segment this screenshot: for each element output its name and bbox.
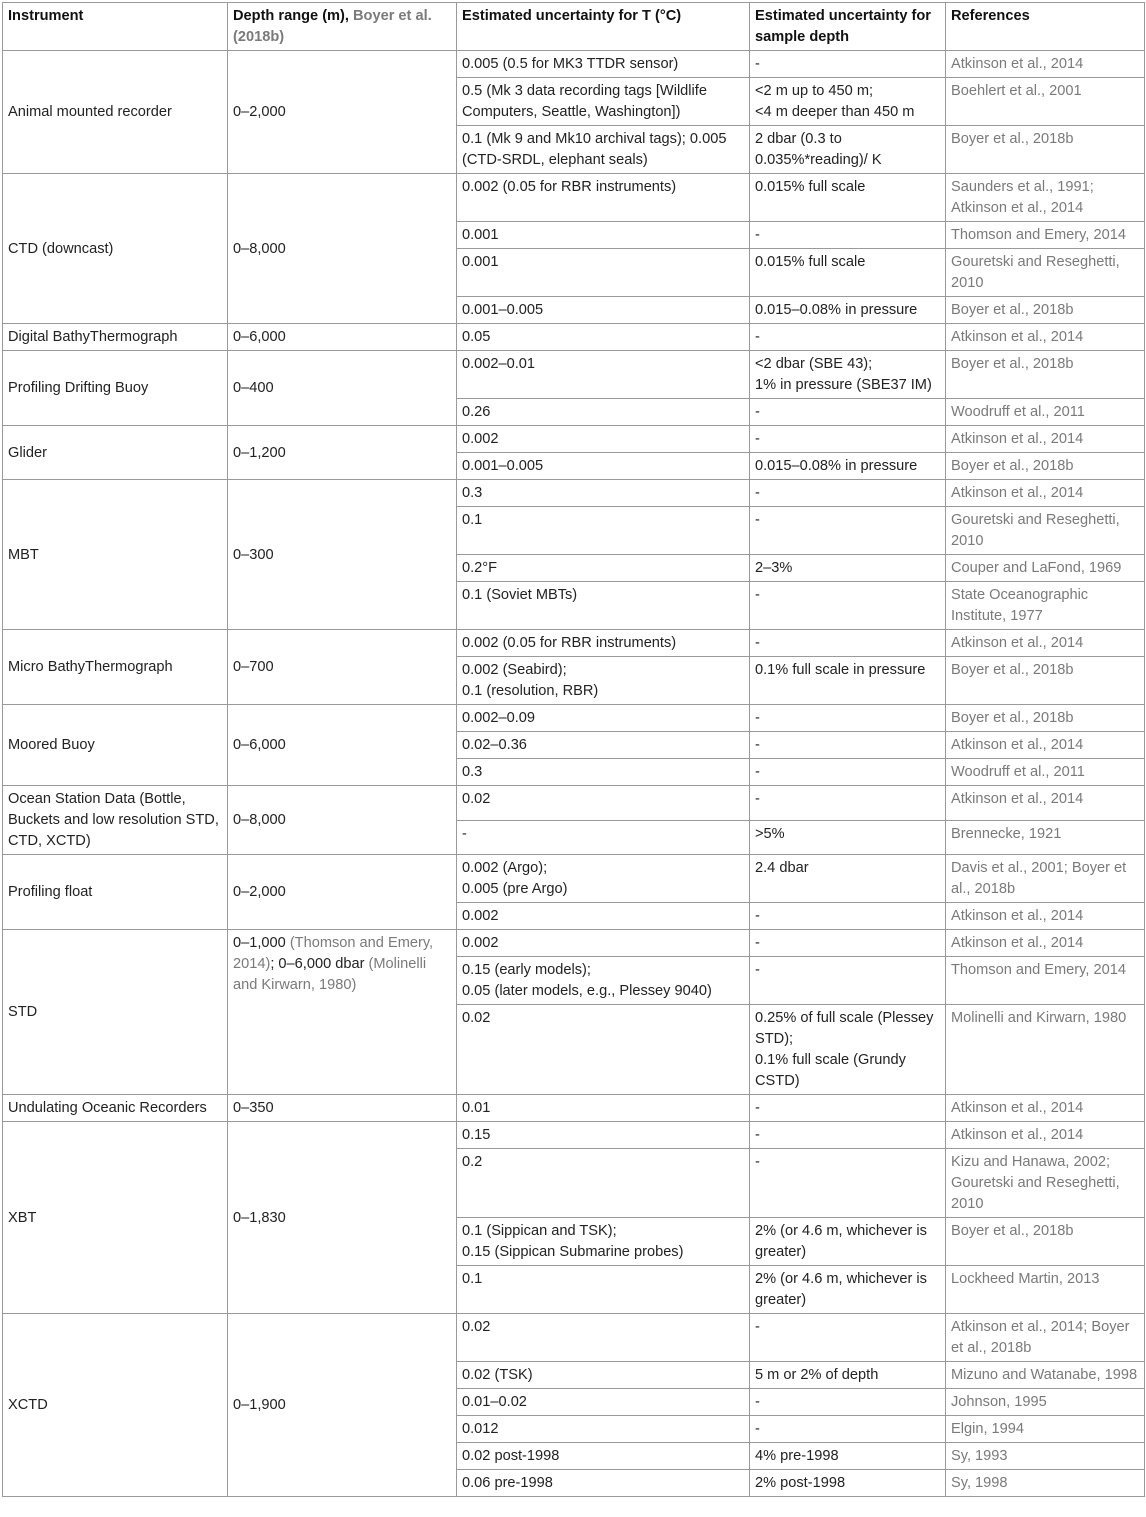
reference-link[interactable]: Atkinson et al., 2014 <box>946 732 1145 759</box>
t-uncertainty-cell: 0.02–0.36 <box>457 732 750 759</box>
depth-range-cell: 0–1,000 (Thomson and Emery, 2014); 0–6,000 dbar (Molinelli and Kirwarn, 1980) <box>228 930 457 1095</box>
depth-uncertainty-cell: - <box>750 1149 946 1218</box>
t-uncertainty-cell: 0.15 <box>457 1122 750 1149</box>
t-uncertainty-cell: 0.02 <box>457 786 750 821</box>
header-references: References <box>946 3 1145 51</box>
t-uncertainty-cell: 0.2 <box>457 1149 750 1218</box>
reference-link[interactable]: Atkinson et al., 2014 <box>946 630 1145 657</box>
depth-uncertainty-cell: 2% (or 4.6 m, whichever is greater) <box>750 1266 946 1314</box>
depth-range-cell: 0–2,000 <box>228 51 457 174</box>
reference-link[interactable]: Gouretski and Reseghetti, 2010 <box>946 507 1145 555</box>
depth-range-cell: 0–6,000 <box>228 324 457 351</box>
depth-uncertainty-cell: 0.25% of full scale (Plessey STD); 0.1% full scale (Grundy CSTD) <box>750 1005 946 1095</box>
depth-uncertainty-cell: - <box>750 1095 946 1122</box>
reference-link[interactable]: Atkinson et al., 2014 <box>946 786 1145 821</box>
depth-uncertainty-cell: 2% (or 4.6 m, whichever is greater) <box>750 1218 946 1266</box>
instrument-cell: XBT <box>3 1122 228 1314</box>
t-uncertainty-cell: 0.01–0.02 <box>457 1389 750 1416</box>
table-row <box>3 786 1145 821</box>
t-uncertainty-cell: 0.5 (Mk 3 data recording tags [Wildlife Computers, Seattle, Washington]) <box>457 78 750 126</box>
reference-link[interactable]: State Oceanographic Institute, 1977 <box>946 582 1145 630</box>
t-uncertainty-cell: 0.15 (early models); 0.05 (later models, e.g., Plessey 9040) <box>457 957 750 1005</box>
depth-uncertainty-cell: 0.015–0.08% in pressure <box>750 453 946 480</box>
depth-uncertainty-cell: - <box>750 705 946 732</box>
depth-reference-link[interactable]: (Molinelli and Kirwarn, 1980) <box>233 956 427 993</box>
depth-uncertainty-cell: - <box>750 480 946 507</box>
depth-range-cell: 0–2,000 <box>228 855 457 930</box>
reference-link[interactable]: Johnson, 1995 <box>946 1389 1145 1416</box>
depth-uncertainty-cell: 0.1% full scale in pressure <box>750 657 946 705</box>
instrument-cell: Animal mounted recorder <box>3 51 228 174</box>
t-uncertainty-cell: 0.002 (Seabird); 0.1 (resolution, RBR) <box>457 657 750 705</box>
t-uncertainty-cell: 0.002 (0.05 for RBR instruments) <box>457 174 750 222</box>
depth-range-cell: 0–6,000 <box>228 705 457 786</box>
t-uncertainty-cell: 0.1 (Soviet MBTs) <box>457 582 750 630</box>
depth-reference-link[interactable]: (Thomson and Emery, 2014) <box>233 935 434 972</box>
t-uncertainty-cell: 0.012 <box>457 1416 750 1443</box>
instrument-cell: STD <box>3 930 228 1095</box>
t-uncertainty-cell: 0.1 <box>457 507 750 555</box>
header-row <box>3 3 1145 51</box>
instrument-cell: Moored Buoy <box>3 705 228 786</box>
t-uncertainty-cell: 0.1 (Mk 9 and Mk10 archival tags); 0.005 (CTD-SRDL, elephant seals) <box>457 126 750 174</box>
reference-link[interactable]: Atkinson et al., 2014 <box>946 1095 1145 1122</box>
reference-link[interactable]: Atkinson et al., 2014 <box>946 903 1145 930</box>
instrument-cell: XCTD <box>3 1314 228 1497</box>
depth-uncertainty-cell: 0.015% full scale <box>750 249 946 297</box>
depth-uncertainty-cell: 0.015% full scale <box>750 174 946 222</box>
instrument-cell: Ocean Station Data (Bottle, Buckets and low resolution STD, CTD, XCTD) <box>3 786 228 855</box>
depth-range-cell: 0–8,000 <box>228 786 457 855</box>
reference-link[interactable]: Boyer et al., 2018b <box>946 1218 1145 1266</box>
instrument-cell: Glider <box>3 426 228 480</box>
depth-uncertainty-cell: - <box>750 1389 946 1416</box>
reference-link[interactable]: Boyer et al., 2018b <box>946 705 1145 732</box>
depth-range-cell: 0–400 <box>228 351 457 426</box>
uncertainty-table <box>2 2 1145 1497</box>
depth-range-cell: 0–300 <box>228 480 457 630</box>
table-row <box>3 480 1145 507</box>
depth-uncertainty-cell: 2 dbar (0.3 to 0.035%*reading)/ K <box>750 126 946 174</box>
table-row <box>3 426 1145 453</box>
depth-uncertainty-cell: 2–3% <box>750 555 946 582</box>
depth-uncertainty-cell: 2% post-1998 <box>750 1470 946 1497</box>
depth-uncertainty-cell: - <box>750 1314 946 1362</box>
depth-uncertainty-cell: - <box>750 426 946 453</box>
reference-link[interactable]: Boyer et al., 2018b <box>946 657 1145 705</box>
depth-uncertainty-cell: - <box>750 399 946 426</box>
reference-link[interactable]: Atkinson et al., 2014 <box>946 426 1145 453</box>
t-uncertainty-cell: 0.26 <box>457 399 750 426</box>
t-uncertainty-cell: 0.06 pre-1998 <box>457 1470 750 1497</box>
depth-uncertainty-cell: 5 m or 2% of depth <box>750 1362 946 1389</box>
reference-link[interactable]: Boehlert et al., 2001 <box>946 78 1145 126</box>
table-row <box>3 324 1145 351</box>
table-row <box>3 1314 1145 1362</box>
reference-link[interactable]: Boyer et al., 2018b <box>946 351 1145 399</box>
reference-link[interactable]: Saunders et al., 1991; Atkinson et al., 2014 <box>946 174 1145 222</box>
depth-uncertainty-cell: - <box>750 324 946 351</box>
depth-uncertainty-cell: >5% <box>750 820 946 855</box>
depth-range-cell: 0–700 <box>228 630 457 705</box>
depth-uncertainty-cell: - <box>750 1416 946 1443</box>
table-row <box>3 705 1145 732</box>
reference-link[interactable]: Thomson and Emery, 2014 <box>946 957 1145 1005</box>
instrument-cell: MBT <box>3 480 228 630</box>
t-uncertainty-cell: 0.02 (TSK) <box>457 1362 750 1389</box>
depth-uncertainty-cell: - <box>750 222 946 249</box>
reference-link[interactable]: Molinelli and Kirwarn, 1980 <box>946 1005 1145 1095</box>
reference-link[interactable]: Atkinson et al., 2014 <box>946 930 1145 957</box>
table-row <box>3 1095 1145 1122</box>
reference-link[interactable]: Atkinson et al., 2014 <box>946 480 1145 507</box>
reference-link[interactable]: Atkinson et al., 2014; Boyer et al., 2018b <box>946 1314 1145 1362</box>
instrument-cell: CTD (downcast) <box>3 174 228 324</box>
instrument-cell: Undulating Oceanic Recorders <box>3 1095 228 1122</box>
reference-link[interactable]: Woodruff et al., 2011 <box>946 399 1145 426</box>
header-depth-range: Depth range (m), Boyer et al. (2018b) <box>228 3 457 51</box>
t-uncertainty-cell: 0.3 <box>457 759 750 786</box>
table-row <box>3 855 1145 903</box>
depth-range-cell: 0–1,830 <box>228 1122 457 1314</box>
t-uncertainty-cell: 0.001 <box>457 222 750 249</box>
reference-link[interactable]: Woodruff et al., 2011 <box>946 759 1145 786</box>
t-uncertainty-cell: 0.002–0.09 <box>457 705 750 732</box>
depth-range-cell: 0–8,000 <box>228 174 457 324</box>
header-t-uncertainty: Estimated uncertainty for T (°C) <box>457 3 750 51</box>
depth-uncertainty-cell: - <box>750 1122 946 1149</box>
t-uncertainty-cell: 0.1 (Sippican and TSK); 0.15 (Sippican Submarine probes) <box>457 1218 750 1266</box>
t-uncertainty-cell: 0.02 post-1998 <box>457 1443 750 1470</box>
reference-link[interactable]: Boyer et al., 2018b <box>946 126 1145 174</box>
t-uncertainty-cell: 0.001–0.005 <box>457 453 750 480</box>
depth-uncertainty-cell: - <box>750 957 946 1005</box>
t-uncertainty-cell: 0.05 <box>457 324 750 351</box>
depth-uncertainty-cell: 0.015–0.08% in pressure <box>750 297 946 324</box>
t-uncertainty-cell: 0.001–0.005 <box>457 297 750 324</box>
depth-uncertainty-cell: - <box>750 507 946 555</box>
depth-uncertainty-cell: - <box>750 930 946 957</box>
t-uncertainty-cell: 0.002 <box>457 426 750 453</box>
depth-range-cell: 0–1,200 <box>228 426 457 480</box>
reference-link[interactable]: Sy, 1993 <box>946 1443 1145 1470</box>
table-row <box>3 351 1145 399</box>
depth-range-cell: 0–1,900 <box>228 1314 457 1497</box>
reference-link[interactable]: Mizuno and Watanabe, 1998 <box>946 1362 1145 1389</box>
depth-uncertainty-cell: 2.4 dbar <box>750 855 946 903</box>
reference-link[interactable]: Atkinson et al., 2014 <box>946 1122 1145 1149</box>
reference-link[interactable]: Boyer et al., 2018b <box>946 453 1145 480</box>
reference-link[interactable]: Couper and LaFond, 1969 <box>946 555 1145 582</box>
reference-link[interactable]: Kizu and Hanawa, 2002; Gouretski and Reseghetti, 2010 <box>946 1149 1145 1218</box>
depth-uncertainty-cell: - <box>750 759 946 786</box>
table-row <box>3 630 1145 657</box>
table-row <box>3 174 1145 222</box>
reference-link[interactable]: Brennecke, 1921 <box>946 820 1145 855</box>
depth-uncertainty-cell: - <box>750 903 946 930</box>
t-uncertainty-cell: 0.002–0.01 <box>457 351 750 399</box>
header-depth-uncertainty: Estimated uncertainty for sample depth <box>750 3 946 51</box>
reference-link[interactable]: Atkinson et al., 2014 <box>946 324 1145 351</box>
t-uncertainty-cell: 0.002 (Argo); 0.005 (pre Argo) <box>457 855 750 903</box>
depth-uncertainty-cell: - <box>750 786 946 821</box>
t-uncertainty-cell: 0.002 <box>457 930 750 957</box>
reference-link[interactable]: Davis et al., 2001; Boyer et al., 2018b <box>946 855 1145 903</box>
instrument-cell: Profiling Drifting Buoy <box>3 351 228 426</box>
t-uncertainty-cell: 0.3 <box>457 480 750 507</box>
t-uncertainty-cell: 0.002 <box>457 903 750 930</box>
instrument-cell: Micro BathyThermograph <box>3 630 228 705</box>
header-depth-ref[interactable]: Boyer et al. (2018b) <box>233 8 432 45</box>
depth-uncertainty-cell: - <box>750 630 946 657</box>
reference-link[interactable]: Thomson and Emery, 2014 <box>946 222 1145 249</box>
header-instrument: Instrument <box>3 3 228 51</box>
depth-uncertainty-cell: <2 dbar (SBE 43); 1% in pressure (SBE37 IM) <box>750 351 946 399</box>
t-uncertainty-cell: 0.1 <box>457 1266 750 1314</box>
t-uncertainty-cell: 0.001 <box>457 249 750 297</box>
t-uncertainty-cell: - <box>457 820 750 855</box>
t-uncertainty-cell: 0.01 <box>457 1095 750 1122</box>
reference-link[interactable]: Elgin, 1994 <box>946 1416 1145 1443</box>
depth-range-cell: 0–350 <box>228 1095 457 1122</box>
reference-link[interactable]: Lockheed Martin, 2013 <box>946 1266 1145 1314</box>
t-uncertainty-cell: 0.2°F <box>457 555 750 582</box>
depth-uncertainty-cell: 4% pre-1998 <box>750 1443 946 1470</box>
reference-link[interactable]: Gouretski and Reseghetti, 2010 <box>946 249 1145 297</box>
t-uncertainty-cell: 0.005 (0.5 for MK3 TTDR sensor) <box>457 51 750 78</box>
t-uncertainty-cell: 0.02 <box>457 1005 750 1095</box>
instrument-cell: Digital BathyThermograph <box>3 324 228 351</box>
instrument-cell: Profiling float <box>3 855 228 930</box>
depth-uncertainty-cell: - <box>750 582 946 630</box>
t-uncertainty-cell: 0.02 <box>457 1314 750 1362</box>
depth-uncertainty-cell: <2 m up to 450 m; <4 m deeper than 450 m <box>750 78 946 126</box>
t-uncertainty-cell: 0.002 (0.05 for RBR instruments) <box>457 630 750 657</box>
table-row <box>3 930 1145 957</box>
depth-uncertainty-cell: - <box>750 732 946 759</box>
reference-link[interactable]: Atkinson et al., 2014 <box>946 51 1145 78</box>
table-row <box>3 51 1145 78</box>
table-row <box>3 1122 1145 1149</box>
reference-link[interactable]: Sy, 1998 <box>946 1470 1145 1497</box>
reference-link[interactable]: Boyer et al., 2018b <box>946 297 1145 324</box>
depth-uncertainty-cell: - <box>750 51 946 78</box>
